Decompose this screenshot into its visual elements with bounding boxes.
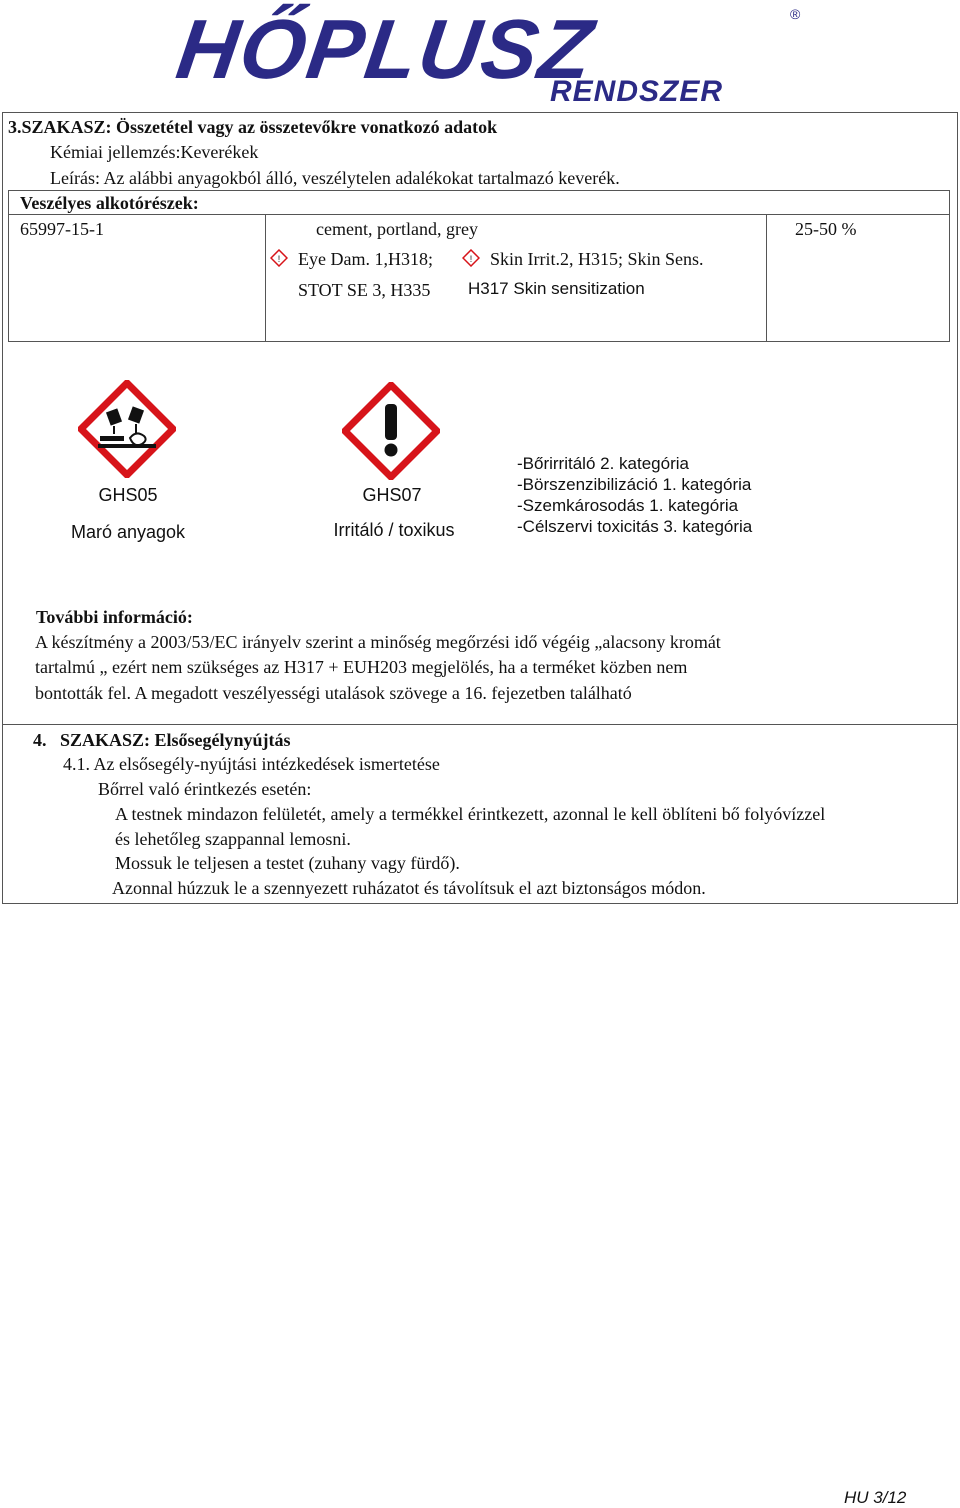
table-left <box>8 190 9 342</box>
component-class2: Skin Irrit.2, H315; Skin Sens. <box>490 249 704 269</box>
component-cas: 65997-15-1 <box>20 219 104 239</box>
further-info-title: További információ: <box>36 607 193 627</box>
warning-diamond-icon <box>462 249 480 267</box>
ghs05-code: GHS05 <box>98 485 158 505</box>
warning-diamond-icon <box>270 249 288 267</box>
component-name: cement, portland, grey <box>316 219 478 239</box>
further-info-line: A készítmény a 2003/53/EC irányelv szerint a minőség megőrzési idő végéig „alacsony kromát <box>35 632 721 652</box>
table-col1 <box>265 214 266 342</box>
hazard-category: -Bőrirritáló 2. kategória <box>517 454 689 473</box>
table-row-divider <box>8 214 950 215</box>
ghs07-code: GHS07 <box>362 485 422 505</box>
further-info-line: tartalmú „ ezért nem szükséges az H317 + EUH203 megjelölés, ha a terméket közben nem <box>35 657 688 677</box>
first-aid-line: A testnek mindazon felületét, amely a termékkel érintkezett, azonnal le kell öblíteni bő folyóvízzel <box>115 804 826 824</box>
hazard-category: -Börszenzibilizáció 1. kategória <box>517 475 752 494</box>
ghs05-pictogram <box>78 380 176 478</box>
hazard-category-list <box>517 453 752 537</box>
hazardous-header: Veszélyes alkotórészek: <box>20 193 199 213</box>
ghs07-pictogram <box>342 382 440 480</box>
exclamation-icon <box>342 382 440 480</box>
svg-text:!: ! <box>277 254 281 264</box>
frame-bottom <box>2 903 958 904</box>
section4-title: 4. SZAKASZ: Elsősegélynyújtás <box>33 730 291 750</box>
table-top <box>8 190 950 191</box>
section4-subtitle: 4.1. Az elsősegély-nyújtási intézkedések ismertetése <box>63 754 440 774</box>
ghs07-label: Irritáló / toxikus <box>333 520 455 540</box>
chem-char: Kémiai jellemzés:Keverékek <box>50 142 259 162</box>
first-aid-line: és lehetőleg szappannal lemosni. <box>115 829 351 849</box>
frame-top <box>2 112 958 113</box>
section4-divider <box>2 724 958 725</box>
svg-text:!: ! <box>469 254 473 264</box>
skin-contact-heading: Bőrrel való érintkezés esetén: <box>98 779 312 799</box>
table-col2 <box>766 214 767 342</box>
first-aid-line: Mossuk le teljesen a testet (zuhany vagy fürdő). <box>115 853 460 873</box>
further-info-line: bontották fel. A megadott veszélyességi utalások szövege a 16. fejezetben található <box>35 683 632 703</box>
ghs05-label: Maró anyagok <box>70 522 186 542</box>
company-logo <box>171 2 808 110</box>
description: Leírás: Az alábbi anyagokból álló, veszélytelen adalékokat tartalmazó keverék. <box>50 168 620 188</box>
page-number: HU 3/12 <box>844 1488 907 1507</box>
logo-main-text: HŐPLUSZ <box>171 2 600 96</box>
component-class3: STOT SE 3, H335 <box>298 280 431 300</box>
component-percent: 25-50 % <box>795 219 857 239</box>
frame-left <box>2 112 3 904</box>
component-class4: H317 Skin sensitization <box>468 279 645 298</box>
frame-right <box>957 112 958 904</box>
hazard-category: -Célszervi toxicitás 3. kategória <box>517 517 753 536</box>
component-class1: Eye Dam. 1,H318; <box>298 249 433 269</box>
corrosion-icon <box>78 380 176 478</box>
table-right <box>949 190 950 342</box>
logo-sub-text: RENDSZER <box>550 75 724 108</box>
logo-registered-mark: ® <box>790 6 801 22</box>
section3-title: 3.SZAKASZ: Összetétel vagy az összetevőkre vonatkozó adatok <box>8 117 498 137</box>
first-aid-line: Azonnal húzzuk le a szennyezett ruházatot és távolítsuk el azt biztonságos módon. <box>112 878 706 898</box>
table-bottom <box>8 341 950 342</box>
hazard-category: -Szemkárosodás 1. kategória <box>517 496 739 515</box>
